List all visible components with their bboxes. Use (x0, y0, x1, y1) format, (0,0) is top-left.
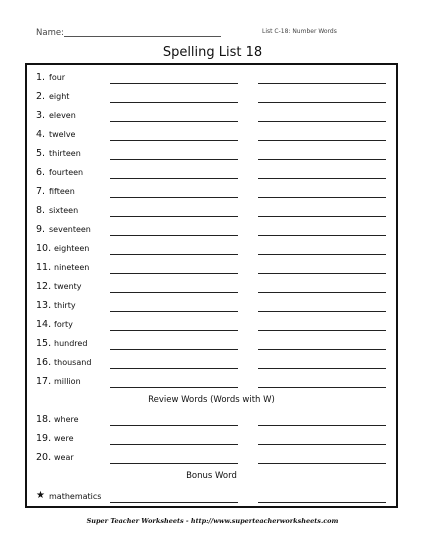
item-word: wear (54, 453, 74, 462)
item-word: twelve (49, 130, 76, 139)
write-line-1[interactable] (110, 83, 238, 84)
write-line-1[interactable] (110, 159, 238, 160)
write-line-1[interactable] (110, 502, 238, 503)
item-number: 9. (36, 224, 46, 235)
write-line-2[interactable] (258, 292, 386, 293)
write-line-1[interactable] (110, 292, 238, 293)
item-number: 7. (36, 186, 46, 197)
item-number: 2. (36, 91, 46, 102)
list-item (27, 221, 396, 240)
write-line-2[interactable] (258, 216, 386, 217)
list-item (27, 164, 396, 183)
bonus-heading: Bonus Word (186, 471, 237, 481)
item-number: 19. (36, 433, 52, 444)
write-line-1[interactable] (110, 235, 238, 236)
list-item (27, 373, 396, 392)
list-item (27, 126, 396, 145)
write-line-2[interactable] (258, 502, 386, 503)
item-number: 5. (36, 148, 46, 159)
item-word: four (49, 73, 66, 82)
write-line-2[interactable] (258, 349, 386, 350)
item-word: fourteen (49, 168, 84, 177)
list-item (27, 297, 396, 316)
write-line-2[interactable] (258, 311, 386, 312)
item-word: nineteen (54, 263, 90, 272)
write-line-1[interactable] (110, 311, 238, 312)
write-line-1[interactable] (110, 102, 238, 103)
item-word: forty (54, 320, 73, 329)
write-line-1[interactable] (110, 197, 238, 198)
item-word: fifteen (49, 187, 75, 196)
item-number: 15. (36, 338, 52, 349)
list-item (27, 354, 396, 373)
item-word: hundred (54, 339, 88, 348)
write-line-2[interactable] (258, 102, 386, 103)
list-item (27, 411, 396, 430)
write-line-1[interactable] (110, 216, 238, 217)
write-line-1[interactable] (110, 349, 238, 350)
item-number: 11. (36, 262, 52, 273)
write-line-1[interactable] (110, 140, 238, 141)
list-item (27, 449, 396, 468)
item-word: eight (49, 92, 70, 101)
list-item (27, 259, 396, 278)
item-number: 14. (36, 319, 52, 330)
write-line-2[interactable] (258, 235, 386, 236)
item-number: 13. (36, 300, 52, 311)
write-line-1[interactable] (110, 330, 238, 331)
review-heading: Review Words (Words with W) (148, 395, 275, 405)
item-word: thousand (54, 358, 92, 367)
list-item (27, 430, 396, 449)
item-number: 8. (36, 205, 46, 216)
item-word: million (54, 377, 81, 386)
item-number: 17. (36, 376, 52, 387)
item-number: 12. (36, 281, 52, 292)
footer: Super Teacher Worksheets - http://www.superteacherworksheets.com (86, 517, 339, 525)
name-label: Name: (36, 28, 64, 38)
item-word: thirty (54, 301, 76, 310)
write-line-2[interactable] (258, 178, 386, 179)
list-item (27, 240, 396, 259)
write-line-2[interactable] (258, 273, 386, 274)
page-title: Spelling List 18 (162, 45, 263, 60)
list-item (27, 316, 396, 335)
write-line-1[interactable] (110, 254, 238, 255)
name-line[interactable] (64, 36, 221, 37)
item-word: sixteen (49, 206, 79, 215)
item-number: 4. (36, 129, 46, 140)
list-item (27, 145, 396, 164)
write-line-2[interactable] (258, 121, 386, 122)
list-item (27, 69, 396, 88)
item-word: seventeen (49, 225, 91, 234)
write-line-2[interactable] (258, 444, 386, 445)
write-line-1[interactable] (110, 444, 238, 445)
item-word: thirteen (49, 149, 81, 158)
item-word: were (54, 434, 74, 443)
write-line-2[interactable] (258, 159, 386, 160)
item-number: 18. (36, 414, 52, 425)
list-item (27, 107, 396, 126)
item-word: eleven (49, 111, 76, 120)
star-icon: ★ (36, 490, 45, 501)
list-item (27, 202, 396, 221)
write-line-1[interactable] (110, 463, 238, 464)
write-line-1[interactable] (110, 425, 238, 426)
write-line-2[interactable] (258, 197, 386, 198)
write-line-1[interactable] (110, 273, 238, 274)
write-line-1[interactable] (110, 368, 238, 369)
write-line-2[interactable] (258, 463, 386, 464)
item-word: eighteen (54, 244, 90, 253)
write-line-2[interactable] (258, 254, 386, 255)
bonus-item (27, 488, 396, 507)
write-line-2[interactable] (258, 425, 386, 426)
item-number: 20. (36, 452, 52, 463)
write-line-2[interactable] (258, 368, 386, 369)
list-label: List C-18: Number Words (262, 28, 337, 35)
list-item (27, 335, 396, 354)
write-line-2[interactable] (258, 83, 386, 84)
write-line-2[interactable] (258, 330, 386, 331)
item-number: 10. (36, 243, 52, 254)
word-list-box (25, 63, 398, 508)
list-item (27, 278, 396, 297)
item-number: 16. (36, 357, 52, 368)
write-line-1[interactable] (110, 121, 238, 122)
write-line-2[interactable] (258, 140, 386, 141)
item-word: where (54, 415, 79, 424)
item-number: 1. (36, 72, 46, 83)
write-line-2[interactable] (258, 387, 386, 388)
item-number: 6. (36, 167, 46, 178)
item-word: twenty (54, 282, 82, 291)
write-line-1[interactable] (110, 387, 238, 388)
write-line-1[interactable] (110, 178, 238, 179)
list-item (27, 183, 396, 202)
item-number: 3. (36, 110, 46, 121)
list-item (27, 88, 396, 107)
item-word: mathematics (49, 492, 102, 501)
